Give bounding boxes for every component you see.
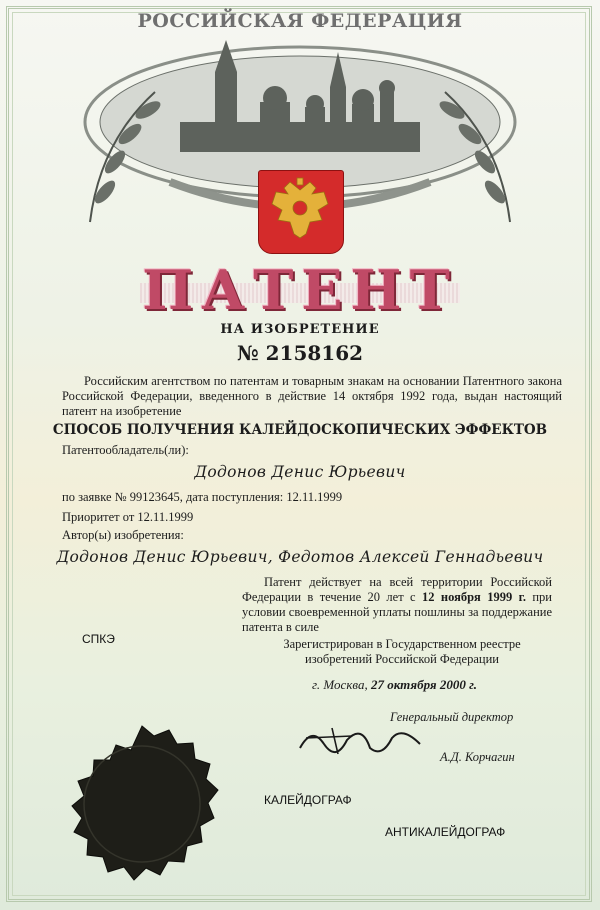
validity-start-date: 12 ноября 1999 г. (421, 590, 526, 604)
issue-place-date (312, 677, 477, 693)
invention-title: СПОСОБ ПОЛУЧЕНИЯ КАЛЕЙДОСКОПИЧЕСКИХ ЭФФЕКТОВ (52, 422, 548, 438)
patent-number: № 2158162 (236, 341, 364, 365)
note-antikaleidograph: АНТИКАЛЕЙДОГРАФ (385, 825, 506, 839)
validity-text-after: при условии своевременной уплаты пошлины за поддержание патента в силе (242, 590, 552, 634)
holder-name: Додонов Денис Юрьевич (194, 463, 406, 481)
authors-names: Додонов Денис Юрьевич, Федотов Алексей Геннадьевич (56, 548, 544, 566)
country-header: РОССИЙСКАЯ ФЕДЕРАЦИЯ (137, 10, 463, 32)
note-spke: СПКЭ (82, 632, 115, 646)
issue-date: 27 октября 2000 г. (370, 677, 477, 692)
double-headed-eagle-icon (262, 176, 338, 246)
application-info: по заявке № 99123645, дата поступления: 12.11.1999 (62, 490, 343, 504)
issue-place: г. Москва, (312, 677, 371, 692)
holder-label: Патентообладатель(ли): (62, 443, 189, 457)
validity-paragraph (242, 575, 552, 635)
note-kaleidograph: КАЛЕЙДОГРАФ (264, 793, 352, 807)
priority-info: Приоритет от 12.11.1999 (62, 510, 194, 524)
registration-statement: Зарегистрирован в Государственном реестре изобретений Российской Федерации (283, 637, 521, 666)
validity-text-before: Патент действует на всей территории Российской Федерации в течение 20 лет с (242, 575, 552, 604)
director-title: Генеральный директор (390, 710, 514, 724)
authors-label: Автор(ы) изобретения: (62, 528, 184, 542)
official-seal (42, 704, 242, 904)
director-signature (292, 718, 432, 763)
intro-paragraph: Российским агентством по патентам и товарным знакам на основании Патентного закона Российской Федерации, введенного в действие 14 октября 1992 года, выдан настоящий патент на изобретение (62, 374, 562, 418)
director-name: А.Д. Корчагин (440, 750, 515, 764)
document-title: ПАТЕНТ (142, 258, 458, 322)
document-subtitle: НА ИЗОБРЕТЕНИЕ (220, 322, 380, 337)
